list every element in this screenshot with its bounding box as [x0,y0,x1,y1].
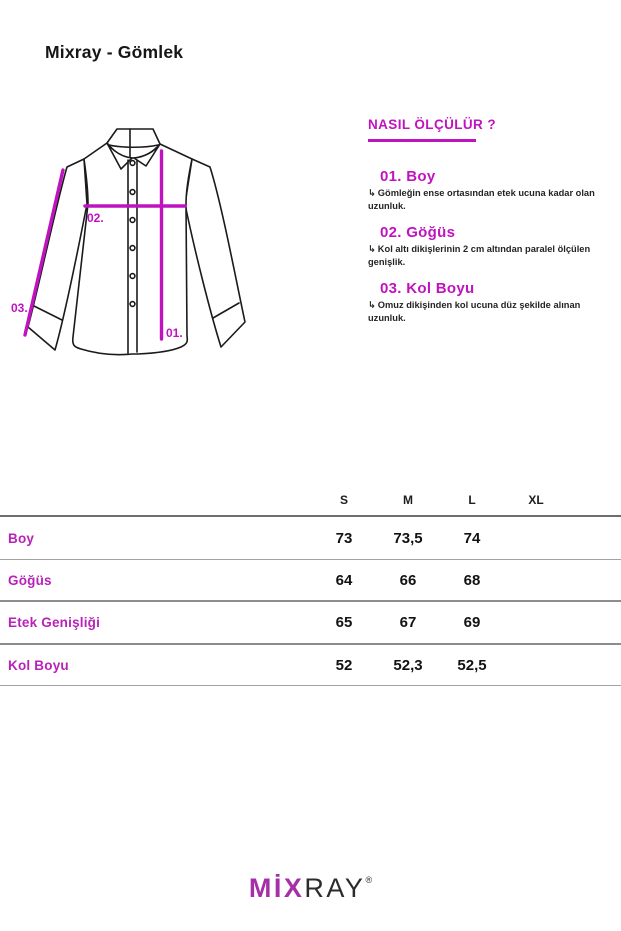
sleeve-measure-label: 03. [11,301,28,315]
button [130,246,135,251]
size-value: 52,5 [457,656,487,674]
right-sleeve [185,159,245,347]
logo-ray-text: RAY [304,873,366,903]
size-col-s: S [339,492,348,507]
guide-item-title: 03. Kol Boyu [380,279,475,297]
size-table [0,484,621,686]
shirt-outline [28,129,245,355]
guide-item-desc-text: Kol altı dikişlerinin 2 cm altından paralel ölçülen genişlik. [368,243,591,267]
guide-item-gogus [368,224,620,269]
size-value: 52,3 [393,656,423,674]
size-col-l: L [468,492,476,507]
indent-arrow-icon: ↳ [368,243,376,254]
size-col-xl: XL [528,492,544,507]
table-row-gogus [0,560,621,602]
size-value: 64 [335,571,353,589]
length-measure-label: 01. [166,326,183,340]
button [130,161,135,166]
row-label: Etek Genişliği [8,615,101,630]
guide-item-desc [368,187,620,213]
size-table-header [0,484,621,517]
page-title: Mixray - Gömlek [45,42,184,62]
size-value: 52 [335,656,353,674]
size-value: 73,5 [393,529,423,547]
shirt-diagram [10,100,330,380]
guide-item-kol-boyu [368,280,620,325]
indent-arrow-icon: ↳ [368,299,376,310]
size-value: 66 [399,571,417,589]
size-value: 69 [463,614,481,631]
button [130,274,135,279]
brand-logo [0,873,621,904]
table-row-etek-genisligi [0,602,621,645]
indent-arrow-icon: ↳ [368,187,376,198]
heading-underline [368,139,476,142]
size-value: 65 [335,614,353,631]
measure-guide-panel [368,117,620,336]
row-label: Göğüs [8,572,52,588]
size-value: 74 [463,529,481,547]
table-row-kol-boyu [0,645,621,686]
button [130,190,135,195]
guide-item-title: 02. Göğüs [380,223,456,241]
guide-item-boy [368,168,620,213]
guide-item-title: 01. Boy [380,167,436,185]
size-value: 68 [463,571,481,589]
guide-item-desc-text: Gömleğin ense ortasından etek ucuna kadar olan uzunluk. [368,187,595,211]
size-col-m: M [403,492,413,507]
guide-item-desc-text: Omuz dikişinden kol ucuna düz şekilde alınan uzunluk. [368,299,581,323]
size-value: 67 [399,614,417,631]
registered-trademark-icon: ® [365,875,373,885]
guide-item-desc [368,243,620,269]
button [130,218,135,223]
row-label: Boy [8,530,35,546]
collar-fold-line [109,145,158,147]
guide-heading: NASIL ÖLÇÜLÜR ? [368,117,496,132]
size-value: 73 [335,529,353,547]
collar-band [107,129,160,144]
chest-measure-label: 02. [87,211,104,225]
row-label: Kol Boyu [8,657,69,673]
table-row-boy [0,517,621,560]
guide-item-desc [368,299,620,325]
button [130,302,135,307]
logo-mix-text: MİX [248,873,305,903]
